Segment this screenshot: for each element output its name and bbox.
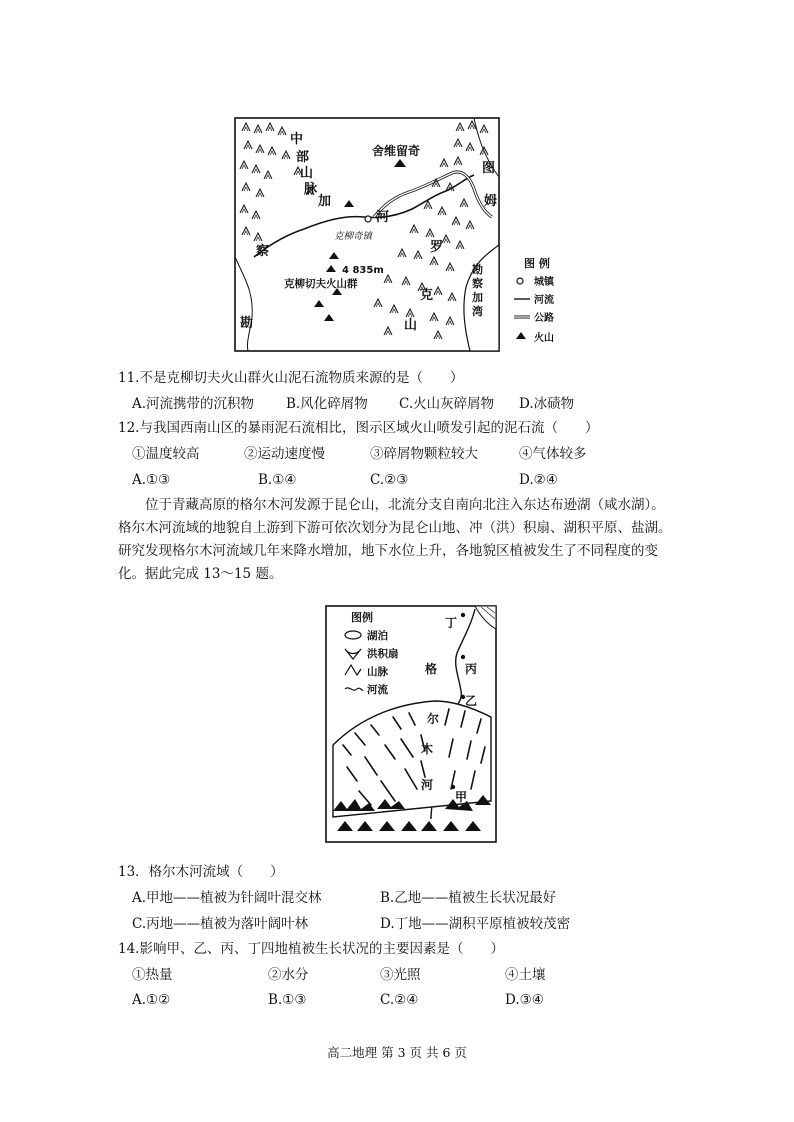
label-ke: 克	[420, 288, 434, 303]
passage-line-2: 格尔木河流域的地貌自上游到下游可依次划分为昆仑山地、冲（洪）积扇、湖积平原、盐湖。	[118, 520, 672, 536]
legend2-fan: 洪积扇	[367, 648, 399, 660]
q13-option-b[interactable]: B.乙地——植被生长状况最好	[380, 890, 557, 906]
q14-item-1: ①热量	[132, 967, 173, 983]
label-jia: 加	[318, 194, 332, 209]
label-mu: 姆	[484, 194, 498, 209]
q14-item-3: ③光照	[380, 967, 421, 983]
label-kan: 勘	[240, 316, 254, 331]
label-mai: 脉	[304, 182, 318, 197]
label-zhong: 中	[290, 132, 304, 147]
label-bay-3: 加	[472, 291, 483, 304]
golmud-river-map	[325, 605, 497, 843]
label-ge: 格	[425, 662, 438, 676]
q11-option-d[interactable]: D.冰碛物	[519, 396, 575, 412]
legend2-river: 河流	[367, 684, 388, 696]
q13-option-a[interactable]: A.甲地——植被为针阔叶混交林	[132, 890, 322, 906]
q14-option-a[interactable]: A.①②	[132, 992, 171, 1008]
label-ding: 丁	[445, 616, 458, 630]
q14-option-d[interactable]: D.③④	[505, 992, 544, 1008]
label-he: 河	[421, 778, 434, 792]
q12-option-c[interactable]: C.②③	[370, 472, 409, 488]
label-volcano-group: 克柳切夫火山群	[284, 278, 358, 290]
label-bu: 部	[296, 150, 310, 165]
label-shan2: 山	[404, 318, 418, 333]
lake-icon	[345, 631, 361, 639]
label-he: 河	[376, 210, 390, 225]
label-elevation: 4 835m	[342, 265, 384, 276]
legend2-mountain: 山脉	[367, 666, 388, 678]
label-shewei: 舍维留奇	[372, 144, 421, 158]
label-bay-2: 察	[472, 277, 483, 290]
q14-item-2: ②水分	[268, 967, 309, 983]
label-bay-4: 湾	[472, 305, 483, 318]
kamchatka-volcano-map	[234, 117, 570, 353]
question-13-stem: 13．格尔木河流域（ ）	[118, 864, 284, 880]
label-town: 克柳奇镇	[334, 231, 373, 242]
q12-option-d[interactable]: D.②④	[519, 472, 558, 488]
legend-road: 公路	[534, 313, 554, 324]
volcano-symbol-icon	[516, 332, 526, 339]
q11-option-a[interactable]: A.河流携带的沉积物	[132, 396, 255, 412]
q12-item-2: ②运动速度慢	[244, 446, 325, 462]
legend-river: 河流	[534, 295, 554, 306]
legend2-title: 图例	[351, 611, 373, 624]
town-symbol-icon	[517, 278, 523, 284]
q13-option-c[interactable]: C.丙地——植被为落叶阔叶林	[132, 916, 309, 932]
q11-option-c[interactable]: C.火山灰碎屑物	[399, 396, 495, 412]
legend-town: 城镇	[534, 277, 554, 288]
passage-line-1: 位于青藏高原的格尔木河发源于昆仑山，北流分支自南向北注入东达布逊湖（咸水湖）。	[118, 497, 665, 513]
label-jia: 甲	[455, 790, 468, 804]
klyuchi-town	[365, 216, 371, 222]
question-11-stem: 11.不是克柳切夫火山群火山泥石流物质来源的是（ ）	[118, 370, 464, 386]
passage-line-4: 化。据此完成 13～15 题。	[118, 566, 283, 582]
passage-line-3: 研究发现格尔木河流域几年来降水增加，地下水位上升，各地貌区植被发生了不同程度的变	[118, 543, 658, 559]
label-cha: 察	[256, 244, 270, 259]
legend2-lake: 湖泊	[367, 630, 388, 642]
q12-item-3: ③碎屑物颗粒较大	[370, 446, 478, 462]
map1-legend	[514, 256, 555, 344]
passage-golmud-river	[118, 494, 703, 586]
q13-option-d[interactable]: D.丁地——湖积平原植被较茂密	[380, 916, 571, 932]
question-14-stem: 14.影响甲、乙、丙、丁四地植被生长状况的主要因素是（ ）	[118, 941, 504, 957]
question-12-stem: 12.与我国西南山区的暴雨泥石流相比，图示区域火山喷发引起的泥石流（ ）	[118, 420, 599, 436]
label-mu: 木	[421, 742, 434, 756]
label-bing: 丙	[465, 662, 478, 676]
label-tu: 图	[482, 161, 496, 176]
q14-item-4: ④土壤	[505, 967, 546, 983]
q14-option-c[interactable]: C.②④	[380, 992, 419, 1008]
legend-title: 图 例	[524, 257, 550, 270]
q12-item-1: ①温度较高	[132, 446, 200, 462]
label-bay-1: 勘	[472, 263, 483, 276]
label-er: 尔	[427, 712, 440, 726]
page-footer: 高二地理 第 3 页 共 6 页	[327, 1045, 467, 1060]
label-yi: 乙	[465, 694, 478, 708]
label-shan: 山	[300, 166, 314, 181]
label-luo: 罗	[430, 240, 444, 255]
q12-option-b[interactable]: B.①④	[258, 472, 297, 488]
q12-option-a[interactable]: A.①③	[132, 472, 171, 488]
q11-option-b[interactable]: B.风化碎屑物	[286, 396, 368, 412]
q14-option-b[interactable]: B.①③	[268, 992, 307, 1008]
legend-volcano: 火山	[534, 333, 554, 344]
q12-item-4: ④气体较多	[519, 446, 587, 462]
